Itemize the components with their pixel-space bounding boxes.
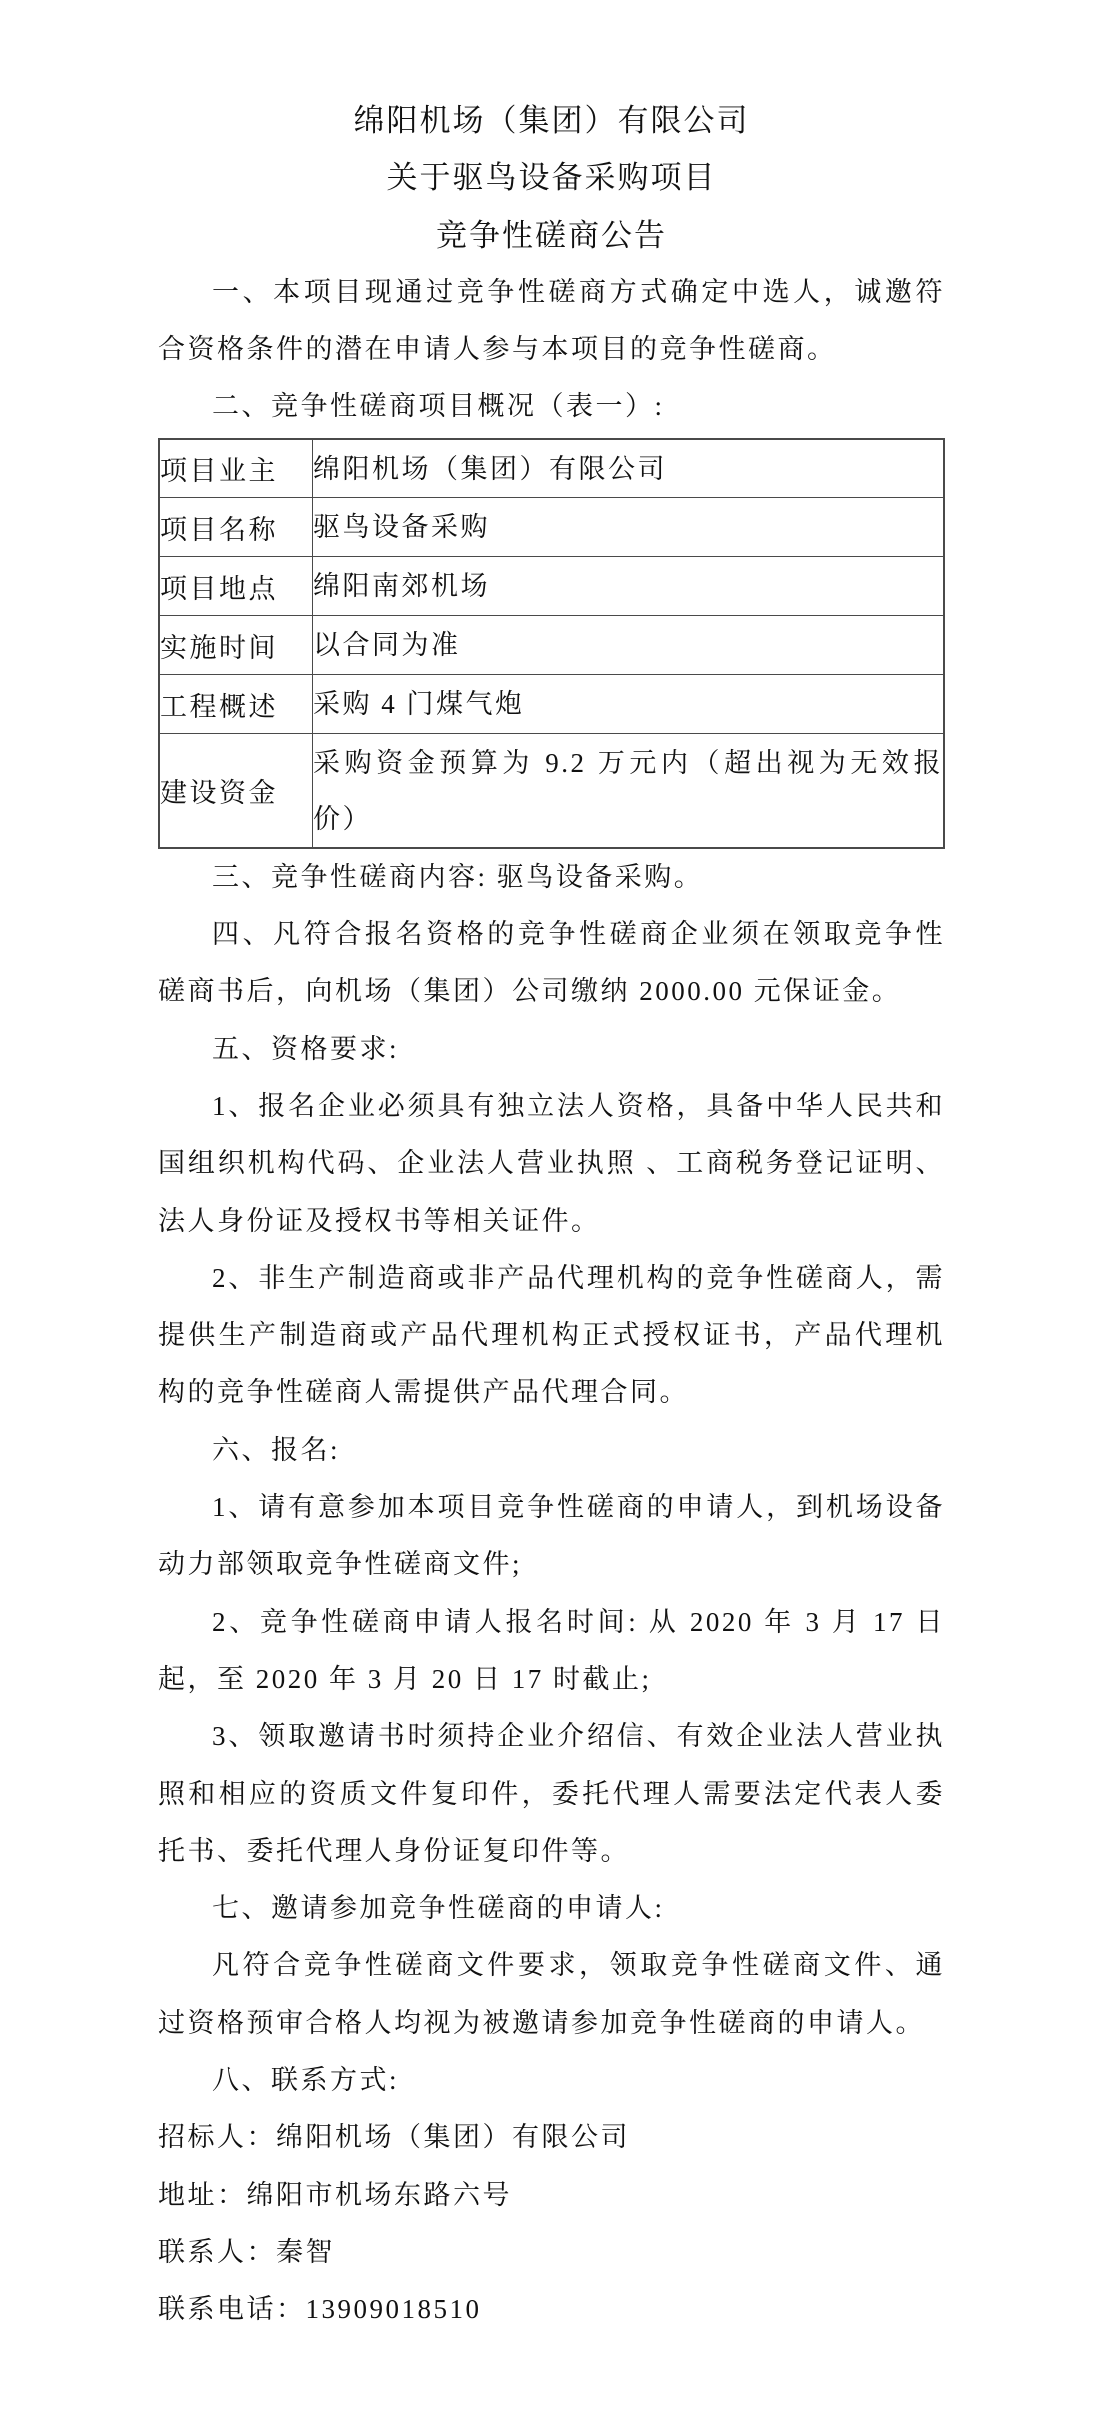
table-value: 以合同为准 — [313, 616, 945, 675]
title-announcement-type: 竞争性磋商公告 — [436, 217, 667, 253]
project-overview-table — [158, 438, 945, 849]
heading-contact-info: 八、联系方式: — [212, 2065, 400, 2096]
paragraph-deposit: 四、凡符合报名资格的竞争性磋商企业须在领取竞争性磋商书后，向机场（集团）公司缴纳 2000.00 元保证金。 — [158, 919, 945, 1007]
table-label: 建设资金 — [159, 734, 313, 848]
table-value: 绵阳南郊机场 — [313, 557, 945, 616]
paragraph-registration-2: 2、竞争性磋商申请人报名时间: 从 2020 年 3 月 17 日起，至 2020 年 3 月 20 日 17 时截止; — [158, 1606, 945, 1694]
table-value: 绵阳机场（集团）有限公司 — [313, 439, 945, 498]
table-row-construction-funds — [159, 734, 944, 848]
table-row-project-summary — [159, 675, 944, 734]
title-project: 关于驱鸟设备采购项目 — [386, 160, 717, 196]
title-company: 绵阳机场（集团）有限公司 — [353, 103, 750, 138]
table-label: 工程概述 — [159, 675, 313, 734]
table-row-implementation-time — [159, 616, 944, 675]
heading-negotiation-content: 三、竞争性磋商内容: 驱鸟设备采购。 — [212, 861, 704, 892]
paragraph-registration-3: 3、领取邀请书时须持企业介绍信、有效企业法人营业执照和相应的资质文件复印件，委托代理人需要法定代表人委托书、委托代理人身份证复印件等。 — [158, 1721, 945, 1866]
contact-address: 地址：绵阳市机场东路六号 — [158, 2179, 512, 2210]
table-row-project-owner — [159, 439, 944, 498]
paragraph-registration-1: 1、请有意参加本项目竞争性磋商的申请人，到机场设备动力部领取竞争性磋商文件; — [158, 1492, 945, 1580]
table-row-project-name — [159, 498, 944, 557]
table-row-project-location — [159, 557, 944, 616]
table-value: 采购资金预算为 9.2 万元内（超出视为无效报价） — [313, 734, 945, 848]
table-value: 驱鸟设备采购 — [313, 498, 945, 557]
heading-registration: 六、报名: — [212, 1434, 341, 1465]
heading-project-overview: 二、竞争性磋商项目概况（表一）: — [212, 391, 665, 422]
contact-bidder: 招标人：绵阳机场（集团）有限公司 — [158, 2122, 630, 2153]
heading-invited-applicants: 七、邀请参加竞争性磋商的申请人: — [212, 1893, 665, 1924]
paragraph-intro: 一、本项目现通过竞争性磋商方式确定中选人，诚邀符合资格条件的潜在申请人参与本项目的竞争性磋商。 — [158, 276, 945, 365]
contact-phone: 联系电话：13909018510 — [158, 2294, 482, 2325]
table-label: 项目地点 — [159, 557, 313, 616]
paragraph-qualification-1: 1、报名企业必须具有独立法人资格，具备中华人民共和国组织机构代码、企业法人营业执照 、工商税务登记证明、法人身份证及授权书等相关证件。 — [158, 1090, 945, 1236]
table-label: 项目业主 — [159, 439, 313, 498]
contact-person: 联系人：秦智 — [158, 2236, 335, 2267]
table-label: 实施时间 — [159, 616, 313, 675]
table-label: 项目名称 — [159, 498, 313, 557]
heading-qualification-requirements: 五、资格要求: — [212, 1033, 400, 1064]
paragraph-qualification-2: 2、非生产制造商或非产品代理机构的竞争性磋商人，需提供生产制造商或产品代理机构正式授权证书，产品代理机构的竞争性磋商人需提供产品代理合同。 — [158, 1262, 945, 1408]
table-value: 采购 4 门煤气炮 — [313, 675, 945, 734]
paragraph-invited-applicants: 凡符合竞争性磋商文件要求，领取竞争性磋商文件、通过资格预审合格人均视为被邀请参加竞争性磋商的申请人。 — [158, 1950, 945, 2038]
